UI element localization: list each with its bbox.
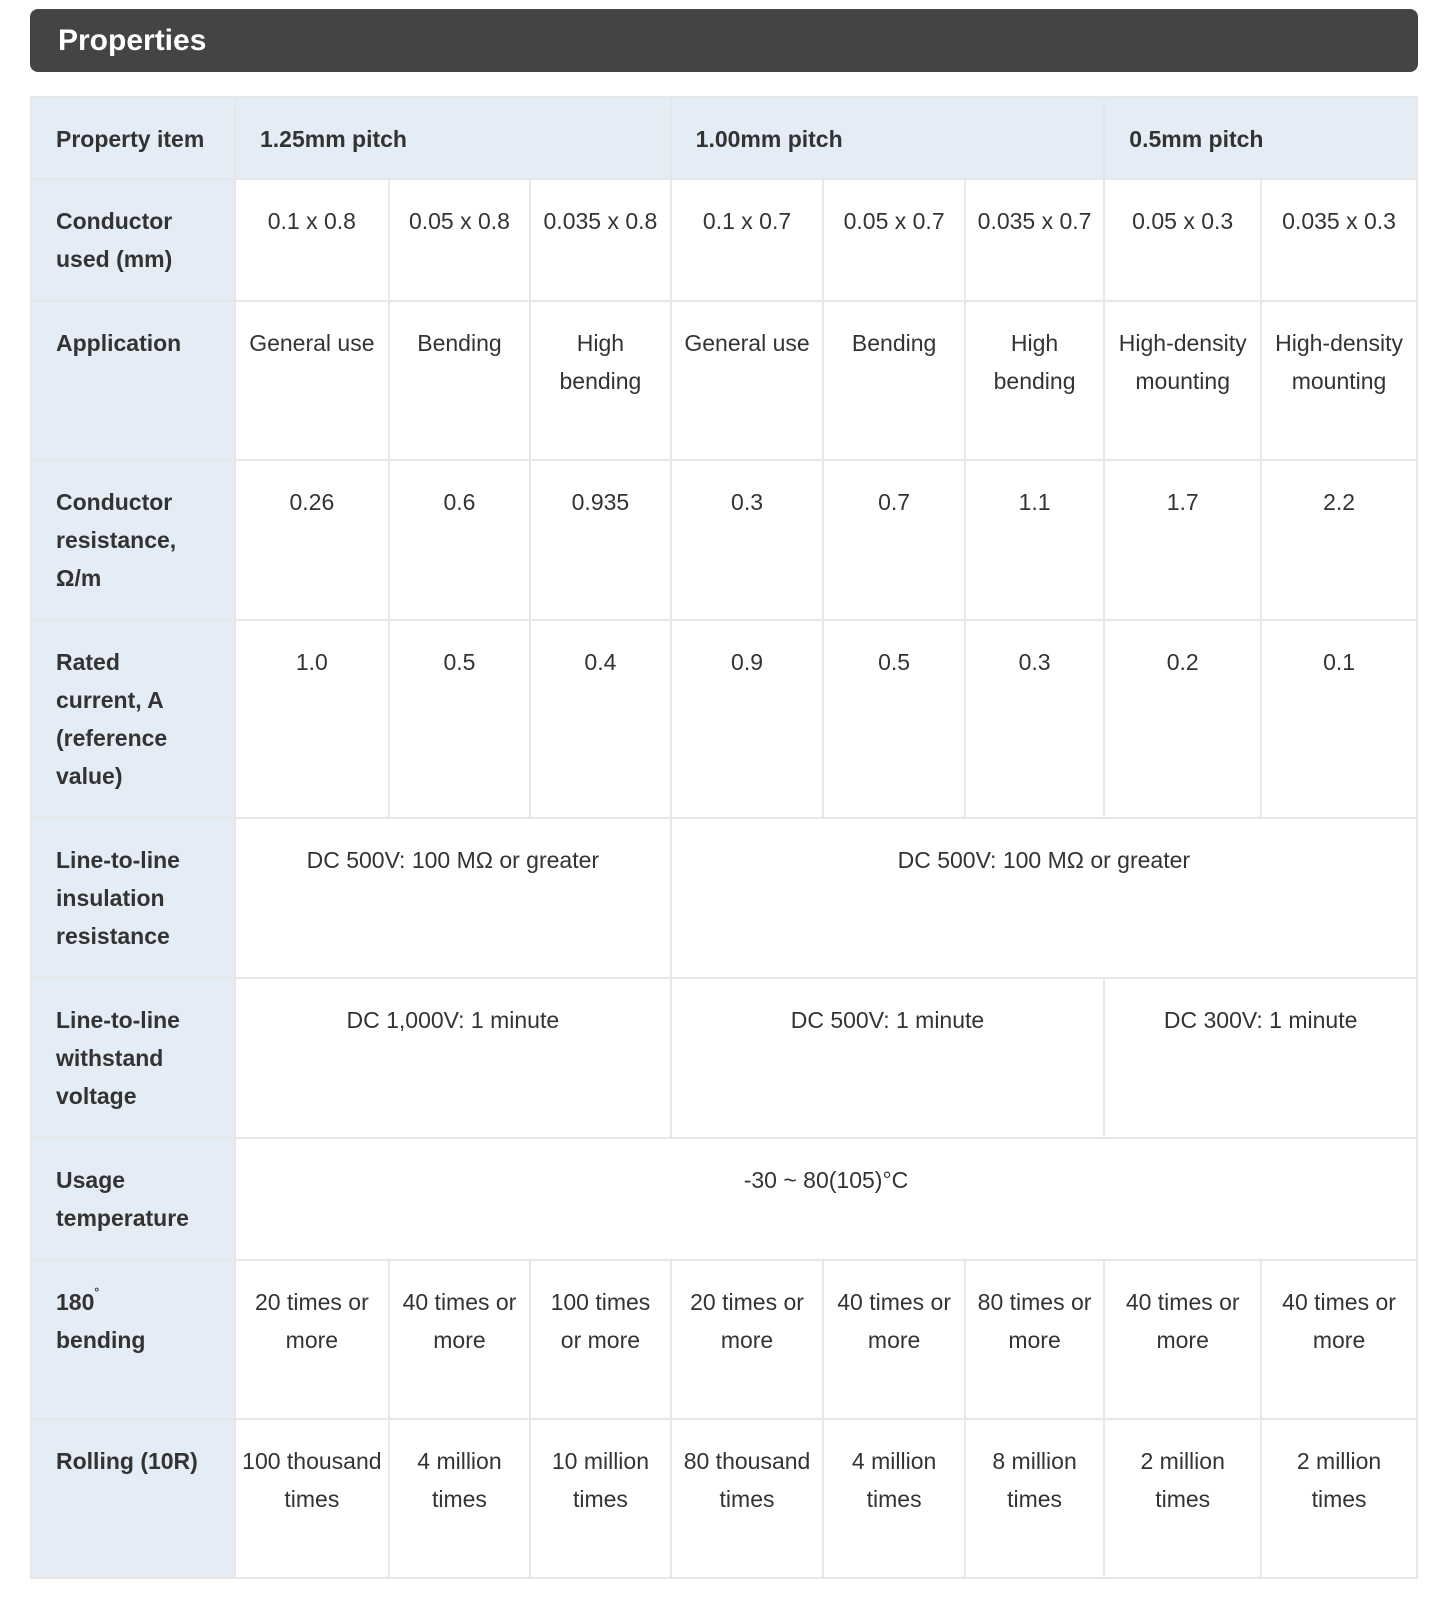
row-label-conductor: Conductor used (mm): [31, 179, 235, 301]
table-cell: General use: [235, 301, 389, 460]
table-cell: 0.3: [671, 460, 824, 620]
table-row-conductor: [31, 179, 1417, 301]
table-cell: 0.035 x 0.7: [965, 179, 1104, 301]
table-cell: 2 million times: [1261, 1419, 1417, 1578]
table-cell: 0.035 x 0.3: [1261, 179, 1417, 301]
degree-sign: °: [94, 1285, 100, 1299]
table-cell: 0.4: [530, 620, 670, 818]
table-cell: 80 times or more: [965, 1260, 1104, 1419]
table-cell: 20 times or more: [671, 1260, 824, 1419]
header-property-item: Property item: [31, 97, 235, 179]
table-row-rolling: [31, 1419, 1417, 1578]
bending-label-angle: 180: [56, 1289, 95, 1315]
table-cell: High-density mounting: [1104, 301, 1261, 460]
row-label-bending: [31, 1260, 235, 1419]
table-row-application: [31, 301, 1417, 460]
table-cell: 80 thousand times: [671, 1419, 824, 1578]
table-cell: 100 thousand times: [235, 1419, 389, 1578]
table-cell: 0.035 x 0.8: [530, 179, 670, 301]
table-cell: High-density mounting: [1261, 301, 1417, 460]
table-cell: 20 times or more: [235, 1260, 389, 1419]
row-label-rolling: Rolling (10R): [31, 1419, 235, 1578]
table-row-withstand: [31, 978, 1417, 1138]
table-cell: Bending: [823, 301, 964, 460]
table-cell: 0.2: [1104, 620, 1261, 818]
table-cell: DC 500V: 1 minute: [671, 978, 1105, 1138]
table-cell: 0.1 x 0.7: [671, 179, 824, 301]
section-title: Properties: [58, 23, 207, 57]
table-cell: Bending: [389, 301, 530, 460]
table-cell: High bending: [530, 301, 670, 460]
table-cell: 0.5: [823, 620, 964, 818]
header-pitch-1-25mm: 1.25mm pitch: [235, 97, 671, 179]
table-header-row: [31, 97, 1417, 179]
row-label-temperature: Usage temperature: [31, 1138, 235, 1260]
table-row-bending: [31, 1260, 1417, 1419]
table-cell: High bending: [965, 301, 1104, 460]
bending-label-text: bending: [56, 1327, 146, 1353]
table-cell: 0.1: [1261, 620, 1417, 818]
table-cell: 0.05 x 0.3: [1104, 179, 1261, 301]
table-cell: 40 times or more: [389, 1260, 530, 1419]
table-cell: DC 500V: 100 MΩ or greater: [671, 818, 1417, 978]
table-cell: 0.6: [389, 460, 530, 620]
table-cell: 0.3: [965, 620, 1104, 818]
table-row-temperature: [31, 1138, 1417, 1260]
table-cell: 40 times or more: [1104, 1260, 1261, 1419]
table-cell: 40 times or more: [823, 1260, 964, 1419]
row-label-insulation: Line-to-line insulation resistance: [31, 818, 235, 978]
table-cell: -30 ~ 80(105)°C: [235, 1138, 1417, 1260]
table-cell: 4 million times: [389, 1419, 530, 1578]
table-row-resistance: [31, 460, 1417, 620]
table-cell: 2.2: [1261, 460, 1417, 620]
table-row-insulation: [31, 818, 1417, 978]
table-cell: 100 times or more: [530, 1260, 670, 1419]
header-pitch-1-00mm: 1.00mm pitch: [671, 97, 1105, 179]
properties-table: [30, 96, 1418, 1579]
row-label-withstand: Line-to-line withstand voltage: [31, 978, 235, 1138]
table-cell: 0.05 x 0.8: [389, 179, 530, 301]
table-cell: 8 million times: [965, 1419, 1104, 1578]
table-cell: 4 million times: [823, 1419, 964, 1578]
section-header: [30, 9, 1418, 72]
table-cell: DC 300V: 1 minute: [1104, 978, 1417, 1138]
table-cell: 0.5: [389, 620, 530, 818]
table-cell: 1.0: [235, 620, 389, 818]
table-cell: 0.9: [671, 620, 824, 818]
table-cell: 0.05 x 0.7: [823, 179, 964, 301]
table-cell: 40 times or more: [1261, 1260, 1417, 1419]
table-cell: General use: [671, 301, 824, 460]
table-cell: DC 1,000V: 1 minute: [235, 978, 671, 1138]
table-cell: 0.935: [530, 460, 670, 620]
row-label-resistance: Conductor resistance, Ω/m: [31, 460, 235, 620]
table-cell: 1.7: [1104, 460, 1261, 620]
header-pitch-0-5mm: 0.5mm pitch: [1104, 97, 1417, 179]
table-cell: 0.1 x 0.8: [235, 179, 389, 301]
table-cell: 0.7: [823, 460, 964, 620]
table-cell: 0.26: [235, 460, 389, 620]
table-cell: DC 500V: 100 MΩ or greater: [235, 818, 671, 978]
table-cell: 2 million times: [1104, 1419, 1261, 1578]
properties-section: [30, 9, 1418, 1512]
table-cell: 10 million times: [530, 1419, 670, 1578]
table-row-rated-current: [31, 620, 1417, 818]
row-label-application: Application: [31, 301, 235, 460]
row-label-rated-current: Rated current, A (reference value): [31, 620, 235, 818]
table-cell: 1.1: [965, 460, 1104, 620]
